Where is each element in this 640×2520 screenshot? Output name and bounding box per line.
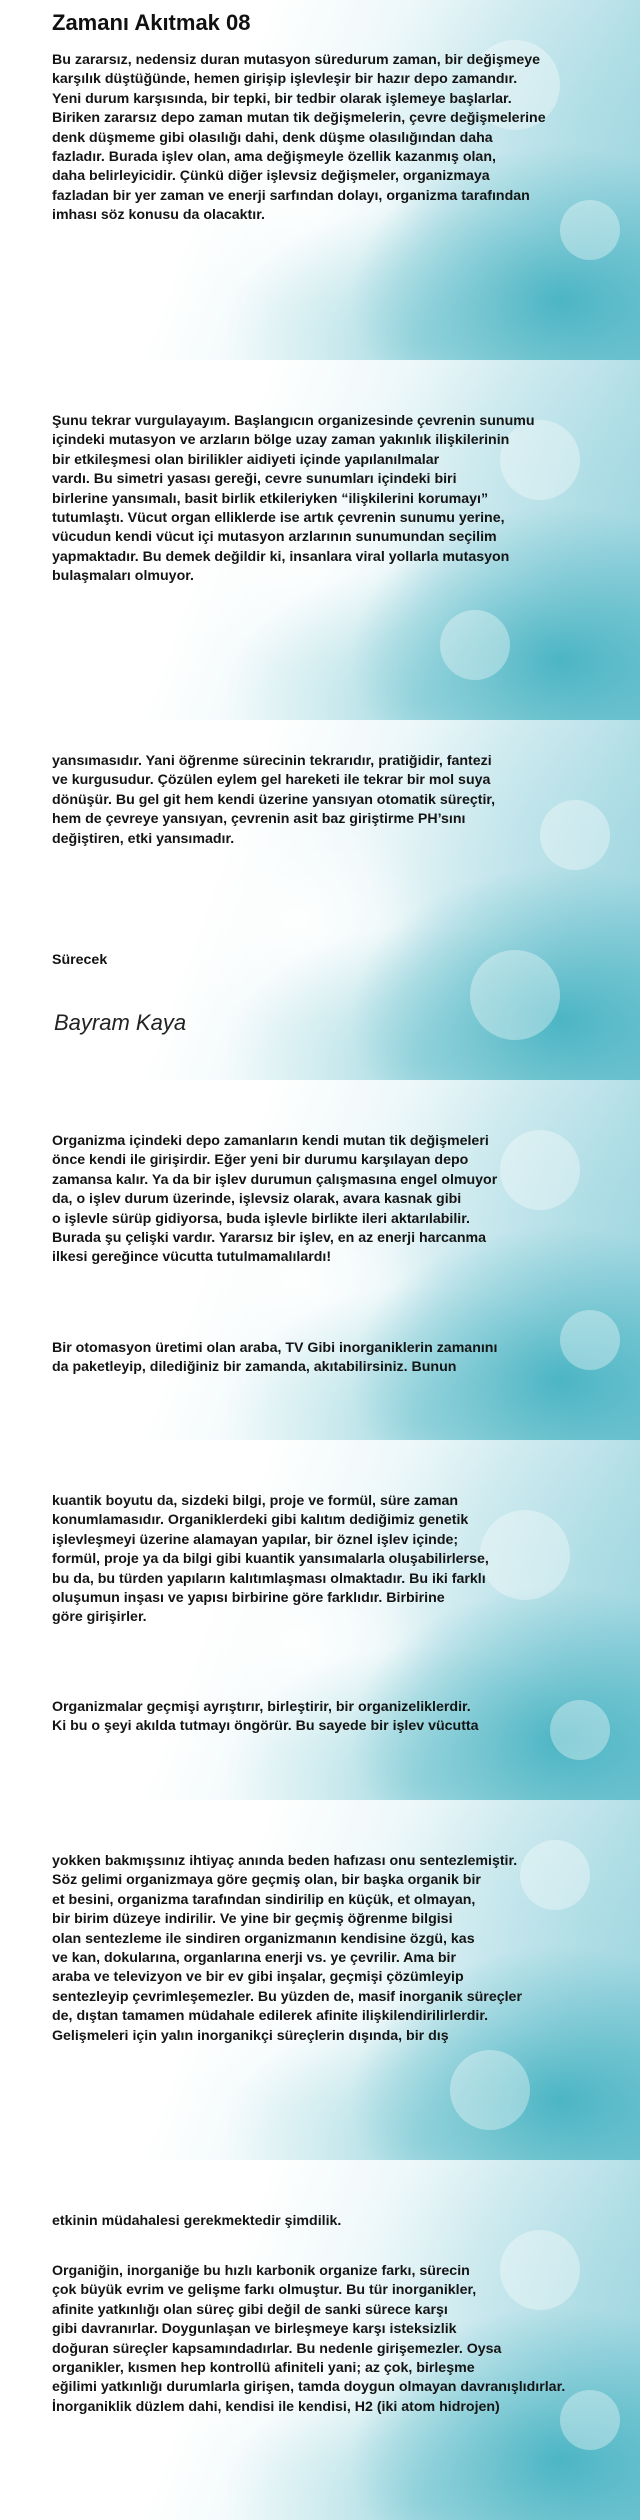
paragraph: Bir otomasyon üretimi olan araba, TV Gibi inorganiklerin zamanını da paketleyip, dilediğiniz bir zamanda, akıtabilirsiniz. Bunun: [52, 1340, 498, 1376]
paragraph: kuantik boyutu da, sizdeki bilgi, proje ve formül, süre zaman konumlamasıdır. Organiklerdeki gibi kalıtım dediğimiz genetik işlevleşmeyi üzerine alamayan yapılar, bir öznel işlev içinde; formül, proje ya da bilgi gibi kuantik yansımalarla oluşabilirlerse, bu da, bu türden yapıların kalıtımlaşması olmaktadır. Bu iki farklı oluşumun inşası ve yapısı birbirine göre farklıdır. Birbirine göre girişirler.: [52, 1493, 489, 1626]
paragraph: Şunu tekrar vurgulayayım. Başlangıcın organizesinde çevrenin sunumu içindeki mutasyon ve arzların bölge uzay zaman yakınlık ilişkilerinin bir etkileşmesi olan birilikler aidiyeti içinde yapılanılmalar vardı. Bu simetri yasası gereği, cevre sunumları içindeki biri birlerine yansımalı, basit birlik etkileriyken “ilişkilerini korumayı” tutumlaştı. Vücut organ elliklerde ise artık çevrenin sunumu yerine, vücudun kendi vücut içi mutasyon arzlarının sunumundan seçilim yapmaktadır. Bu demek değildir ki, insanlara viral yollarla mutasyon bulaşmaları olmuyor.: [52, 413, 535, 585]
author-signature: Bayram Kaya: [54, 1010, 187, 1035]
document-page-3: [0, 720, 640, 1080]
document-page-7: [0, 2160, 640, 2520]
paragraph: Bu zararsız, nedensiz duran mutasyon süredurum zaman, bir değişmeye karşılık düştüğünde, hemen girişip işlevleşir bir hazır depo zamandır. Yeni durum karşısında, bir tepki, bir tedbir olarak işlemeye başlarlar. Biriken zararsız depo zaman mutan tik değişmelerin, çevre değişmelerine denk düşmeme gibi olasılığı dahi, denk düşme olasılığından daha fazladır. Burada işlev olan, ama değişmeyle özellik kazanmış olan, daha belirleyicidir. Çünkü diğer işlevsiz değişmeler, organizmaya fazladan bir yer zaman ve enerji sarfından dolayı, organizma tarafından imhası söz konusu da olacaktır.: [52, 52, 546, 224]
paragraph: etkinin müdahalesi gerekmektedir şimdilik.: [52, 2213, 342, 2229]
document-page-6: [0, 1800, 640, 2160]
paragraph: yokken bakmışsınız ihtiyaç anında beden hafızası onu sentezlemiştir. Söz gelimi organizmaya göre geçmiş olan, bir başka organik bir et besini, organizma tarafından sindirilip en küçük, et olmayan, bir birim düzeye indirilir. Ve yine bir geçmiş öğrenme bilgisi olan sentezleme ile sindiren organizmanın kendisine özgü, kas ve kan, dokularına, organlarına enerji vs. ye çevrilir. Ama bir araba ve televizyon ve bir ev gibi inşalar, geçmişi çözümleyip sentezleyip çevrimleşemezler. Bu yüzden de, masif inorganik süreçler de, dıştan tamamen müdahale edilerek afinite ilişkilendirilirlerdir. Gelişmeleri için yalın inorganikçi süreçlerin dışında, bir dış: [52, 1853, 522, 2044]
paragraph: Organiğin, inorganiğe bu hızlı karbonik organize farkı, sürecin çok büyük evrim ve gelişme farkı olmuştur. Bu tür inorganikler, afinite yatkınlığı olan süreç gibi değil de sanki sürece karşı gibi davranırlar. Doygunlaşan ve birleşmeye karşı isteksizlik doğuran süreçler kapsamındadırlar. Bu nedenle girişemezler. Oysa organikler, kısmen hep kontrollü afiniteli yani; az çok, birleşme eğilimi yatkınlığı durumlarla girişen, tamda doygun olmayan davranışlıdırlar. İnorganiklik düzlem dahi, kendisi ile kendisi, H2 (iki atom hidrojen): [52, 2263, 566, 2415]
paragraph: Organizma içindeki depo zamanların kendi mutan tik değişmeleri önce kendi ile girişirdir. Eğer yeni bir durumu karşılayan depo zamansa kalır. Ya da bir işlev durumun çalışmasına engel olmuyor da, o işlev durum üzerinde, işlevsiz olarak, avara kasnak gibi o işlevle sürüp gidiyorsa, buda işlevle birlikte ileri aktarılabilir. Burada şu çelişki vardır. Yararsız bir işlev, en az enerji harcanma ilkesi gereğince vücutta tutulmamalılardı!: [52, 1133, 498, 1266]
document-page-4: [0, 1080, 640, 1440]
document-page-2: [0, 360, 640, 720]
continuation-label: Sürecek: [52, 952, 108, 968]
paragraph: yansımasıdır. Yani öğrenme sürecinin tekrarıdır, pratiğidir, fantezi ve kurgusudur. Çözülen eylem gel hareketi ile tekrar bir mol suya dönüşür. Bu gel git hem kendi üzerine yansıyan otomatik süreçtir, hem de çevreye yansıyan, çevrenin asit baz giriştirme PH’sını değiştiren, etki yansımadır.: [52, 753, 496, 847]
document-page-1: [0, 0, 640, 360]
paragraph: Organizmalar geçmişi ayrıştırır, birleştirir, bir organizeliklerdir. Ki bu o şeyi akılda tutmayı öngörür. Bu sayede bir işlev vücutta: [52, 1699, 479, 1735]
document-page-5: [0, 1440, 640, 1800]
document-title: Zamanı Akıtmak 08: [52, 10, 251, 35]
